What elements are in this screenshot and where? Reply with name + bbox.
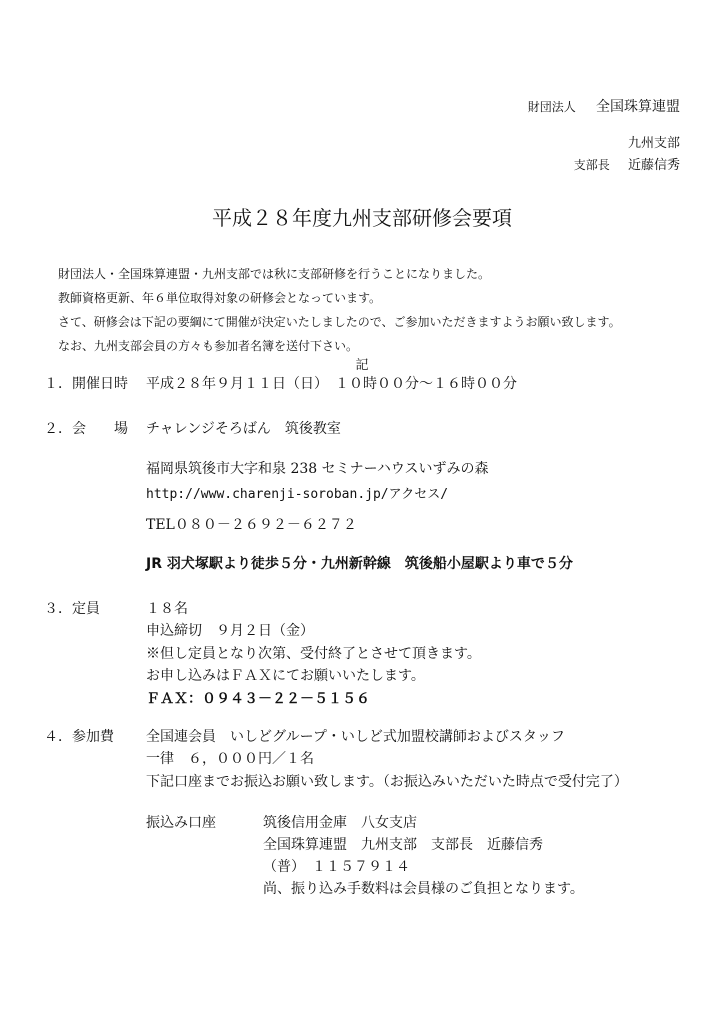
capacity-note-2: お申し込みはＦＡＸにてお願いいたします。 xyxy=(146,668,425,684)
account-bank: 筑後信用金庫 八女支店 xyxy=(263,815,417,831)
page-title: 平成２８年度九州支部研修会要項 xyxy=(212,206,512,230)
intro-line-1: 財団法人・全国珠算連盟・九州支部では秋に支部研修を行うことになりました。 xyxy=(58,267,491,281)
issuer-person-name: 近藤信秀 xyxy=(627,158,680,173)
account-label: 振込み口座 xyxy=(146,815,216,831)
capacity-deadline: 申込締切 ９月２日（金） xyxy=(146,623,314,639)
intro-line-4: なお、九州支部会員の方々も参加者名簿を送付下さい。 xyxy=(58,339,359,353)
venue-access: JR 羽犬塚駅より徒歩５分・九州新幹線 筑後船小屋駅より車で５分 xyxy=(146,556,573,572)
account-number: （普） １１５７９１４ xyxy=(263,859,410,875)
fee-amount: 一律 ６，０００円／１名 xyxy=(146,751,314,767)
venue-value: チャレンジそろばん 筑後教室 xyxy=(146,421,341,437)
issuer-org-prefix: 財団法人 xyxy=(527,100,576,114)
venue-tel: TEL０８０－２６９２－６２７２ xyxy=(146,517,357,533)
intro-line-2: 教師資格更新、年６単位取得対象の研修会となっています。 xyxy=(58,291,382,305)
date-label: １．開催日時 xyxy=(44,376,128,392)
venue-url-link[interactable]: http://www.charenji-soroban.jp/アクセス/ xyxy=(146,487,449,502)
ki-heading: 記 xyxy=(355,358,369,373)
capacity-value: １８名 xyxy=(146,601,188,617)
venue-address: 福岡県筑後市大字和泉 238 セミナーハウスいずみの森 xyxy=(146,461,489,477)
date-value: 平成２８年９月１１日（日） １０時００分～１６時００分 xyxy=(146,376,517,392)
issuer-person xyxy=(574,154,680,173)
capacity-label: ３．定員 xyxy=(44,601,100,617)
issuer-org xyxy=(528,96,680,116)
venue-label: ２．会 場 xyxy=(44,421,128,437)
fee-label: ４．参加費 xyxy=(44,729,114,745)
issuer-branch: 九州支部 xyxy=(627,136,680,151)
account-holder: 全国珠算連盟 九州支部 支部長 近藤信秀 xyxy=(263,837,543,853)
capacity-note-1: ※但し定員となり次第、受付終了とさせて頂きます。 xyxy=(146,646,481,662)
issuer-position: 支部長 xyxy=(573,158,610,172)
intro-line-3: さて、研修会は下記の要綱にて開催が決定いたしましたので、ご参加いただきますようお願い致します。 xyxy=(58,315,621,329)
capacity-fax: ＦＡＸ：０９４３－２２－５１５６ xyxy=(146,691,370,707)
transfer-fee-note: 尚、振り込み手数料は会員様のご負担となります。 xyxy=(263,881,584,897)
fee-note: 下記口座までお振込お願い致します。（お振込みいただいた時点で受付完了） xyxy=(146,774,628,790)
issuer-org-name: 全国珠算連盟 xyxy=(596,99,680,115)
fee-target: 全国連会員 いしどグループ・いしど式加盟校講師およびスタッフ xyxy=(146,729,565,745)
